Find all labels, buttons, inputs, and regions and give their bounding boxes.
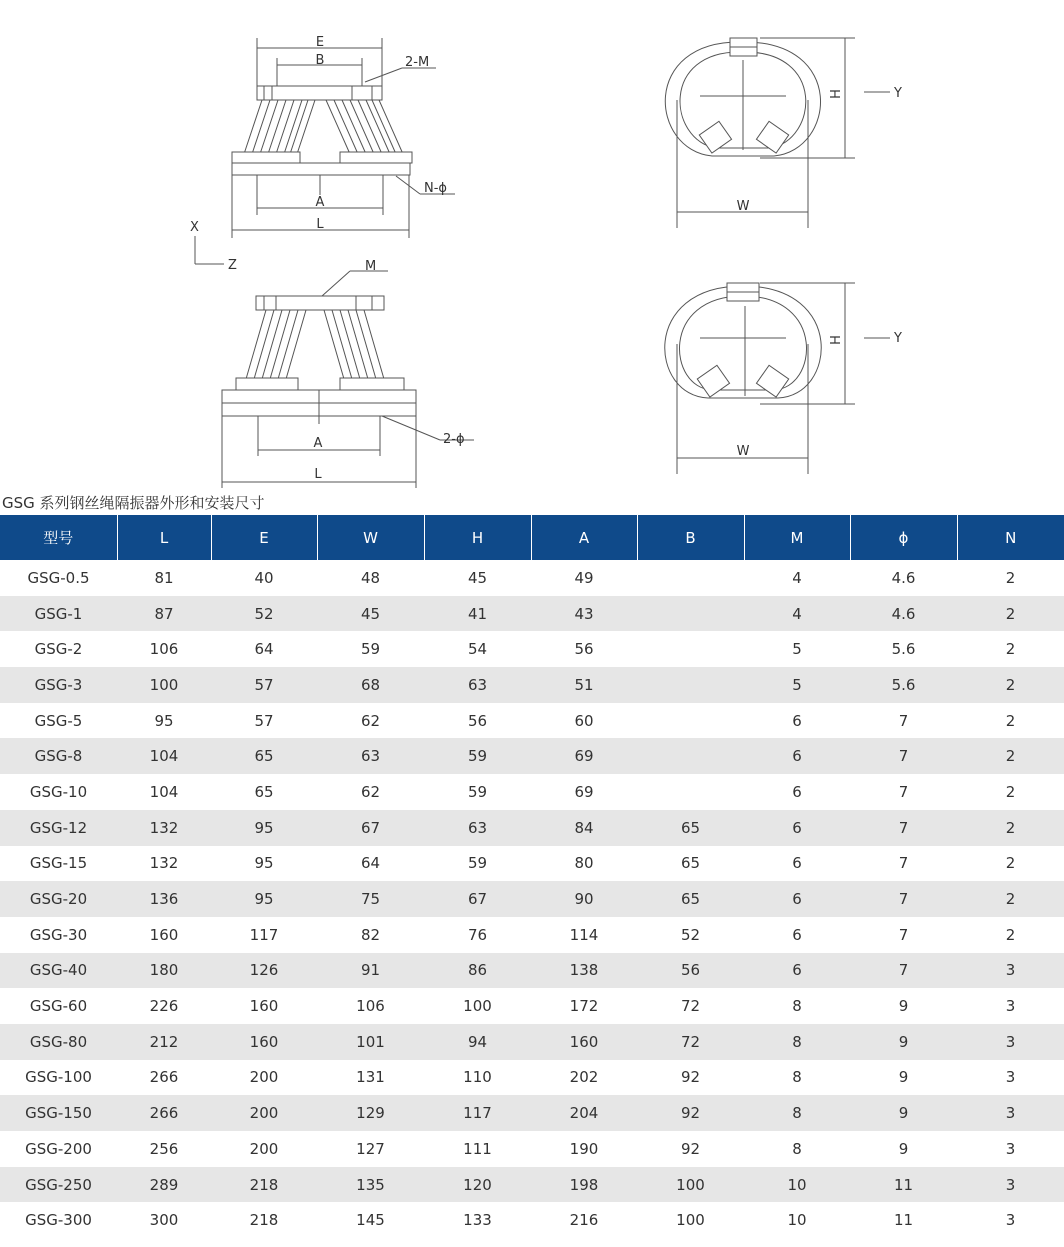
cell-b <box>637 560 744 596</box>
cell-n: 2 <box>1005 854 1016 873</box>
cell-model: GSG-40 <box>0 953 117 989</box>
table-row <box>0 703 1064 739</box>
cell-a: 202 <box>569 1068 599 1087</box>
cell-b: 72 <box>680 997 701 1016</box>
cell-model: GSG-150 <box>0 1095 117 1131</box>
cell-l: 106 <box>149 640 179 659</box>
cell-m: 8 <box>744 1095 850 1131</box>
cell-h: 76 <box>467 925 488 944</box>
cell-m: 6 <box>744 953 850 989</box>
cell-b: 52 <box>680 925 701 944</box>
cell-l: 266 <box>149 1068 179 1087</box>
cell-m: 6 <box>792 711 802 730</box>
cell-n: 2 <box>957 738 1064 774</box>
axis-z-label: Z <box>228 258 237 273</box>
table-row <box>0 1095 1064 1131</box>
axis-y-bottom: Y <box>894 331 902 346</box>
col-header-n: N <box>957 515 1064 560</box>
cell-m: 10 <box>744 1167 850 1203</box>
cell-phi: 11 <box>850 1167 957 1203</box>
cell-e: 117 <box>249 925 279 944</box>
cell-a: 138 <box>531 953 637 989</box>
table-row <box>0 631 1064 667</box>
cell-b: 56 <box>637 953 744 989</box>
cell-n: 3 <box>1005 1139 1016 1158</box>
cell-model: GSG-8 <box>0 738 117 774</box>
cell-e: 52 <box>211 596 317 632</box>
cell-h: 63 <box>424 810 531 846</box>
cell-w: 64 <box>360 854 381 873</box>
cell-b: 100 <box>676 1211 705 1230</box>
cell-a: 190 <box>569 1139 599 1158</box>
cell-h: 56 <box>467 711 488 730</box>
cell-w: 67 <box>317 810 424 846</box>
cell-n: 2 <box>1005 568 1016 587</box>
cell-m: 8 <box>744 1024 850 1060</box>
table-row <box>0 917 1064 953</box>
cell-b <box>637 631 744 667</box>
cell-n: 3 <box>957 1024 1064 1060</box>
label-e: E <box>315 35 325 50</box>
cell-a: 114 <box>569 925 599 944</box>
cell-a: 160 <box>531 1024 637 1060</box>
label-a-bottom: A <box>313 436 323 451</box>
cell-m: 10 <box>787 1211 807 1230</box>
label-l-top: L <box>316 217 324 232</box>
table-row <box>0 560 1064 596</box>
label-m: M <box>365 259 377 274</box>
cell-m: 6 <box>792 782 802 801</box>
cell-model: GSG-200 <box>25 1139 92 1158</box>
table-row <box>0 810 1064 846</box>
cell-l: 289 <box>117 1167 211 1203</box>
cell-phi: 9 <box>850 1095 957 1131</box>
col-header-b: B <box>637 515 744 560</box>
cell-a: 56 <box>574 640 594 659</box>
cell-w: 129 <box>317 1095 424 1131</box>
cell-e: 95 <box>211 810 317 846</box>
cell-e: 160 <box>249 997 279 1016</box>
table-row <box>0 774 1064 810</box>
cell-m: 8 <box>792 1068 802 1087</box>
cell-model: GSG-15 <box>29 854 88 873</box>
cell-w: 127 <box>356 1139 385 1158</box>
cell-n: 3 <box>1005 1211 1016 1230</box>
cell-n: 2 <box>957 881 1064 917</box>
label-2-phi: 2-ϕ <box>443 432 465 447</box>
cell-phi: 7 <box>850 881 957 917</box>
cell-e: 40 <box>254 568 274 587</box>
cell-e: 64 <box>254 640 274 659</box>
cell-b: 92 <box>680 1068 701 1087</box>
cell-b: 92 <box>637 1095 744 1131</box>
cell-phi: 9 <box>898 1139 909 1158</box>
cell-phi: 7 <box>850 953 957 989</box>
cell-h: 63 <box>424 667 531 703</box>
cell-b: 72 <box>637 1024 744 1060</box>
cell-b <box>637 667 744 703</box>
cell-w: 68 <box>317 667 424 703</box>
table-row <box>0 1024 1064 1060</box>
cell-e: 160 <box>211 1024 317 1060</box>
cell-n: 2 <box>1005 925 1016 944</box>
cell-n: 3 <box>1005 997 1016 1016</box>
cell-l: 180 <box>117 953 211 989</box>
cell-a: 51 <box>531 667 637 703</box>
cell-a: 198 <box>531 1167 637 1203</box>
cell-b <box>637 774 744 810</box>
cell-w: 62 <box>360 711 381 730</box>
cell-l: 212 <box>117 1024 211 1060</box>
side-view-top <box>665 38 890 228</box>
cell-l: 300 <box>149 1211 179 1230</box>
cell-phi: 9 <box>898 997 909 1016</box>
cell-w: 106 <box>356 997 385 1016</box>
cell-l: 136 <box>117 881 211 917</box>
cell-e: 126 <box>211 953 317 989</box>
label-2-m: 2-M <box>405 55 430 70</box>
col-header-e: E <box>211 515 317 560</box>
cell-model: GSG-20 <box>0 881 117 917</box>
cell-h: 59 <box>467 782 488 801</box>
table-caption: GSG 系列钢丝绳隔振器外形和安装尺寸 <box>2 494 265 512</box>
table-row <box>0 596 1064 632</box>
cell-model: GSG-5 <box>34 711 83 730</box>
technical-drawing <box>0 0 1064 490</box>
cell-phi: 4.6 <box>891 568 916 587</box>
cell-m: 6 <box>744 881 850 917</box>
cell-h: 59 <box>467 854 488 873</box>
cell-phi: 5.6 <box>891 640 916 659</box>
cell-phi: 7 <box>850 810 957 846</box>
cell-l: 160 <box>149 925 179 944</box>
cell-e: 95 <box>254 854 274 873</box>
cell-model: GSG-10 <box>29 782 88 801</box>
table-body <box>0 560 1064 1238</box>
cell-h: 111 <box>463 1139 492 1158</box>
table-row <box>0 1131 1064 1167</box>
label-n-phi: N-ϕ <box>424 181 447 196</box>
cell-model: GSG-80 <box>0 1024 117 1060</box>
label-w-top: W <box>736 199 750 214</box>
cell-b: 65 <box>680 854 701 873</box>
cell-b <box>637 738 744 774</box>
cell-l: 132 <box>117 810 211 846</box>
cell-n: 3 <box>957 1167 1064 1203</box>
table-row <box>0 1060 1064 1096</box>
side-view-bottom <box>665 283 890 474</box>
cell-phi: 7 <box>898 854 909 873</box>
cell-model: GSG-30 <box>29 925 88 944</box>
cell-h: 94 <box>424 1024 531 1060</box>
cell-e: 65 <box>254 782 274 801</box>
cell-w: 45 <box>317 596 424 632</box>
cell-model: GSG-1 <box>0 596 117 632</box>
cell-m: 6 <box>744 810 850 846</box>
cell-w: 91 <box>317 953 424 989</box>
cell-a: 84 <box>531 810 637 846</box>
cell-l: 95 <box>154 711 174 730</box>
table-row <box>0 988 1064 1024</box>
cell-m: 8 <box>792 1139 802 1158</box>
col-header-w: W <box>317 515 424 560</box>
cell-n: 2 <box>957 810 1064 846</box>
label-a-top: A <box>315 195 325 210</box>
col-header-a: A <box>531 515 637 560</box>
cell-e: 200 <box>249 1068 279 1087</box>
label-w-bottom: W <box>736 444 750 459</box>
cell-l: 226 <box>149 997 179 1016</box>
label-h-bottom: H <box>829 335 844 345</box>
cell-w: 59 <box>360 640 381 659</box>
cell-l: 87 <box>117 596 211 632</box>
cell-m: 6 <box>744 738 850 774</box>
spec-table <box>0 515 1064 1238</box>
cell-phi: 7 <box>898 782 909 801</box>
cell-h: 100 <box>463 997 492 1016</box>
cell-a: 69 <box>531 738 637 774</box>
col-header-model: 型号 <box>0 515 117 560</box>
cell-h: 110 <box>463 1068 492 1087</box>
cell-n: 2 <box>1005 711 1016 730</box>
cell-w: 62 <box>360 782 381 801</box>
col-header-phi: ϕ <box>850 515 957 560</box>
table-row <box>0 953 1064 989</box>
cell-l: 132 <box>149 854 179 873</box>
cell-phi: 7 <box>850 738 957 774</box>
col-header-m: M <box>744 515 850 560</box>
cell-w: 135 <box>317 1167 424 1203</box>
cell-w: 82 <box>360 925 381 944</box>
cell-l: 104 <box>117 738 211 774</box>
cell-l: 256 <box>149 1139 179 1158</box>
cell-phi: 9 <box>898 1068 909 1087</box>
cell-w: 145 <box>356 1211 385 1230</box>
label-b: B <box>315 53 325 68</box>
label-l-bottom: L <box>314 467 322 482</box>
cell-e: 57 <box>211 667 317 703</box>
cell-b <box>637 703 744 739</box>
cell-e: 57 <box>254 711 274 730</box>
cell-n: 2 <box>957 596 1064 632</box>
cell-e: 218 <box>211 1167 317 1203</box>
cell-e: 200 <box>249 1139 279 1158</box>
table-row <box>0 881 1064 917</box>
cell-model: GSG-0.5 <box>27 568 90 587</box>
cell-model: GSG-300 <box>25 1211 92 1230</box>
cell-h: 86 <box>424 953 531 989</box>
cell-e: 218 <box>249 1211 279 1230</box>
cell-w: 75 <box>317 881 424 917</box>
axis-x-label: X <box>190 220 199 235</box>
cell-h: 67 <box>424 881 531 917</box>
cell-n: 2 <box>1005 640 1016 659</box>
cell-h: 120 <box>424 1167 531 1203</box>
table-header-row <box>0 515 1064 560</box>
axes-indicator <box>195 236 224 264</box>
cell-n: 3 <box>957 1095 1064 1131</box>
cell-a: 49 <box>574 568 594 587</box>
cell-w: 63 <box>317 738 424 774</box>
cell-l: 104 <box>149 782 179 801</box>
cell-b: 92 <box>680 1139 701 1158</box>
cell-model: GSG-60 <box>29 997 88 1016</box>
table-row <box>0 738 1064 774</box>
cell-a: 216 <box>569 1211 599 1230</box>
cell-model: GSG-250 <box>0 1167 117 1203</box>
cell-m: 6 <box>792 925 802 944</box>
cell-e: 200 <box>211 1095 317 1131</box>
table-row <box>0 667 1064 703</box>
cell-h: 45 <box>467 568 488 587</box>
cell-a: 60 <box>574 711 594 730</box>
cell-w: 48 <box>360 568 381 587</box>
cell-phi: 4.6 <box>850 596 957 632</box>
cell-n: 3 <box>1005 1068 1016 1087</box>
cell-a: 80 <box>574 854 594 873</box>
cell-phi: 7 <box>898 925 909 944</box>
cell-model: GSG-12 <box>0 810 117 846</box>
cell-n: 2 <box>1005 782 1016 801</box>
cell-m: 5 <box>792 640 802 659</box>
cell-b: 65 <box>637 881 744 917</box>
cell-a: 90 <box>531 881 637 917</box>
cell-w: 101 <box>317 1024 424 1060</box>
cell-m: 6 <box>792 854 802 873</box>
cell-phi: 11 <box>893 1211 914 1230</box>
cell-a: 204 <box>531 1095 637 1131</box>
cell-m: 5 <box>744 667 850 703</box>
cell-e: 65 <box>211 738 317 774</box>
cell-phi: 7 <box>898 711 909 730</box>
cell-a: 172 <box>569 997 599 1016</box>
cell-l: 100 <box>117 667 211 703</box>
axis-y-top: Y <box>894 86 902 101</box>
cell-model: GSG-2 <box>34 640 83 659</box>
cell-a: 43 <box>531 596 637 632</box>
cell-n: 2 <box>957 667 1064 703</box>
cell-phi: 5.6 <box>850 667 957 703</box>
cell-phi: 9 <box>850 1024 957 1060</box>
cell-h: 59 <box>424 738 531 774</box>
cell-b: 100 <box>637 1167 744 1203</box>
label-h-top: H <box>829 89 844 99</box>
cell-model: GSG-100 <box>25 1068 92 1087</box>
cell-l: 81 <box>154 568 174 587</box>
cell-h: 54 <box>467 640 488 659</box>
cell-b <box>637 596 744 632</box>
cell-l: 266 <box>117 1095 211 1131</box>
front-view-bottom <box>222 271 474 488</box>
cell-e: 95 <box>211 881 317 917</box>
cell-h: 117 <box>424 1095 531 1131</box>
cell-b: 65 <box>637 810 744 846</box>
table-row <box>0 1202 1064 1238</box>
cell-h: 41 <box>424 596 531 632</box>
cell-n: 3 <box>957 953 1064 989</box>
col-header-h: H <box>424 515 531 560</box>
table-row <box>0 846 1064 882</box>
table-row <box>0 1167 1064 1203</box>
cell-w: 131 <box>356 1068 385 1087</box>
cell-h: 133 <box>463 1211 492 1230</box>
cell-m: 4 <box>792 568 802 587</box>
col-header-l: L <box>117 515 211 560</box>
cell-model: GSG-3 <box>0 667 117 703</box>
cell-m: 4 <box>744 596 850 632</box>
cell-a: 69 <box>574 782 594 801</box>
cell-m: 8 <box>792 997 802 1016</box>
